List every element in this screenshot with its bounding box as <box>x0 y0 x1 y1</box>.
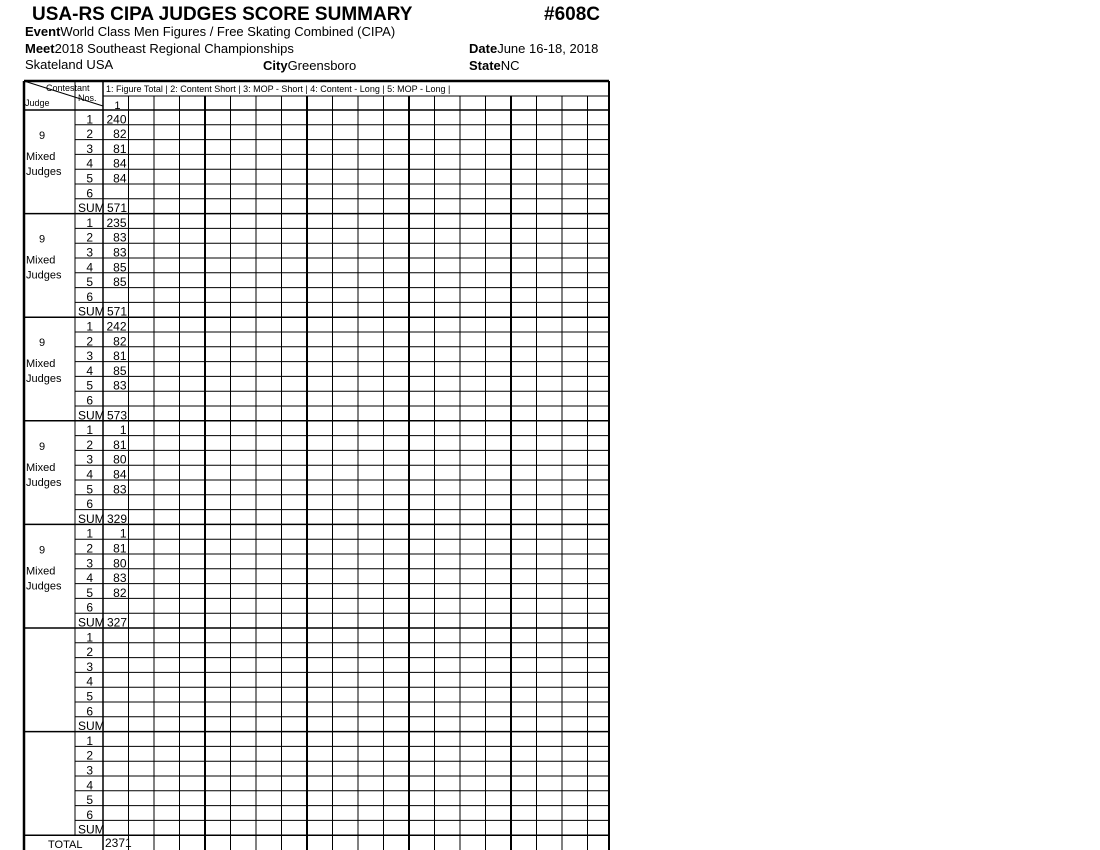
score-value: 81 <box>113 349 127 364</box>
row-number-label: 5 <box>86 171 93 186</box>
row-number-label: 5 <box>86 689 93 704</box>
sum-value: 571 <box>107 201 128 216</box>
state-value: NC <box>500 58 520 73</box>
meet-value: 2018 Southeast Regional Championships <box>54 41 294 56</box>
row-number-label: 1 <box>86 319 93 334</box>
sum-value: 329 <box>107 511 128 526</box>
sum-row-label: SUM <box>78 201 105 216</box>
judge-count: 9 <box>38 337 46 350</box>
row-number-label: 3 <box>86 763 93 778</box>
score-value: 85 <box>113 260 127 275</box>
row-number-label: 3 <box>86 556 93 571</box>
score-value: 242 <box>106 319 127 334</box>
row-number-label: 6 <box>86 600 93 615</box>
state-label: State <box>469 58 501 73</box>
score-value: 80 <box>113 452 127 467</box>
row-number-label: 6 <box>86 497 93 512</box>
row-number-label: 6 <box>86 289 93 304</box>
venue-name: Skateland USA <box>25 57 114 72</box>
row-number-label: 3 <box>86 452 93 467</box>
row-number-label: 5 <box>86 585 93 600</box>
row-number-label: 4 <box>86 467 93 482</box>
row-number-label: 3 <box>86 659 93 674</box>
row-number-label: 2 <box>86 127 93 142</box>
sum-row-label: SUM <box>78 408 105 423</box>
score-value: 83 <box>113 571 127 586</box>
meet-label: Meet <box>25 41 55 56</box>
sum-row-label: SUM <box>78 615 105 630</box>
contestant-number: 1 <box>114 100 121 112</box>
row-number-label: 1 <box>86 630 93 645</box>
score-value: 81 <box>113 541 127 556</box>
judge-type-line1: Mixed <box>26 151 56 163</box>
sum-row-label: SUM <box>78 511 105 526</box>
judge-type-line1: Mixed <box>26 461 56 474</box>
score-value: 83 <box>113 482 127 497</box>
score-value: 85 <box>113 363 127 378</box>
date-label: Date <box>469 41 498 56</box>
judge-type-line2: Judges <box>26 476 62 489</box>
score-value: 82 <box>113 127 127 142</box>
judge-type-line1: Mixed <box>26 565 56 578</box>
score-value: 84 <box>113 467 127 482</box>
judge-count: 9 <box>38 440 46 453</box>
score-value: 240 <box>106 112 127 127</box>
judge-count: 9 <box>38 130 46 142</box>
score-value: 84 <box>113 156 127 171</box>
corner-judge-label: Judge <box>25 98 50 108</box>
row-number-label: 1 <box>86 733 93 748</box>
row-number-label: 2 <box>86 437 93 452</box>
document-number: #608C <box>544 4 600 25</box>
row-number-label: 4 <box>86 156 93 171</box>
score-value: 83 <box>113 230 127 245</box>
event-value: World Class Men Figures / Free Skating Combined (CIPA) <box>60 24 396 39</box>
row-number-label: 6 <box>86 704 93 719</box>
row-number-label: 5 <box>86 482 93 497</box>
total-label: TOTAL <box>48 839 83 850</box>
row-number-label: 1 <box>86 526 93 541</box>
row-number-label: 1 <box>86 112 93 127</box>
row-number-label: 1 <box>86 423 93 438</box>
score-value: 84 <box>113 171 127 186</box>
judge-count: 9 <box>38 544 46 557</box>
row-number-label: 3 <box>86 349 93 364</box>
row-number-label: 2 <box>86 748 93 763</box>
corner-nos-label: Nos. <box>78 93 97 103</box>
sum-value: 573 <box>107 408 128 423</box>
row-number-label: 2 <box>86 541 93 556</box>
total-value: 2371 <box>105 836 132 850</box>
score-value: 1 <box>119 423 127 438</box>
sum-value: 571 <box>107 304 128 319</box>
corner-contestant-label: Contestant <box>46 83 90 93</box>
judge-type-line2: Judges <box>26 373 62 386</box>
column-legend: 1: Figure Total | 2: Content Short | 3: MOP - Short | 4: Content - Long | 5: MOP - Long | <box>106 84 451 94</box>
row-number-label: 2 <box>86 230 93 245</box>
row-number-label: 4 <box>86 571 93 586</box>
row-number-label: 2 <box>86 645 93 660</box>
judge-type-line2: Judges <box>26 580 62 593</box>
score-value: 80 <box>113 556 127 571</box>
score-value: 83 <box>113 245 127 260</box>
sum-row-label: SUM <box>78 719 105 734</box>
judge-type-line2: Judges <box>26 269 62 282</box>
judge-type-line2: Judges <box>26 166 62 178</box>
row-number-label: 6 <box>86 807 93 822</box>
date-value: June 16-18, 2018 <box>497 41 599 56</box>
row-number-label: 6 <box>86 393 93 408</box>
row-number-label: 4 <box>86 363 93 378</box>
score-value: 82 <box>113 334 127 349</box>
city-value: Greensboro <box>287 58 357 73</box>
row-number-label: 5 <box>86 793 93 808</box>
score-value: 235 <box>106 215 127 230</box>
event-label: Event <box>25 24 61 39</box>
row-number-label: 2 <box>86 334 93 349</box>
row-number-label: 5 <box>86 275 93 290</box>
score-value: 85 <box>113 275 127 290</box>
row-number-label: 4 <box>86 778 93 793</box>
sum-row-label: SUM <box>78 822 105 837</box>
score-value: 82 <box>113 585 127 600</box>
score-value: 1 <box>119 526 127 541</box>
sum-value: 327 <box>107 615 128 630</box>
row-number-label: 6 <box>86 186 93 201</box>
city-label: City <box>263 58 288 73</box>
score-value: 83 <box>113 378 127 393</box>
row-number-label: 3 <box>86 141 93 156</box>
judge-type-line1: Mixed <box>26 254 56 267</box>
score-value: 81 <box>113 141 127 156</box>
row-number-label: 3 <box>86 245 93 260</box>
sum-row-label: SUM <box>78 304 105 319</box>
judge-type-line1: Mixed <box>26 358 56 371</box>
row-number-label: 4 <box>86 260 93 275</box>
score-value: 81 <box>113 437 127 452</box>
row-number-label: 5 <box>86 378 93 393</box>
row-number-label: 4 <box>86 674 93 689</box>
row-number-label: 1 <box>86 215 93 230</box>
page-title: USA-RS CIPA JUDGES SCORE SUMMARY <box>32 4 413 25</box>
judge-count: 9 <box>38 233 46 246</box>
